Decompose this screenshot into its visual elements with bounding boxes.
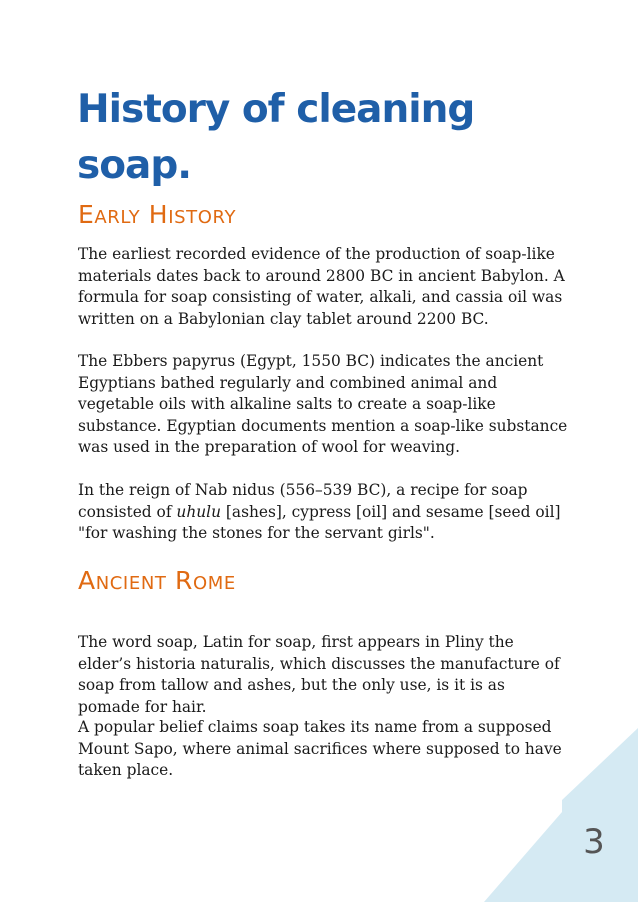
paragraph-mount-sapo: A popular belief claims soap takes its name from a supposed Mount Sapo, where animal sacrifices where supposed to have taken place. — [78, 718, 562, 779]
section-heading-early-history: Early History — [78, 200, 237, 229]
paragraph-text: [ashes], cypress [oil] and sesame [seed oil] "for washing the stones for the servant girls". — [78, 502, 561, 542]
paragraph-babylon: The earliest recorded evidence of the production of soap-like materials dates back to around 2800 BC in ancient Babylon. A formula for soap consisting of water, alkali, and cassia oil was written on a Babylonian clay tablet around 2200 BC. — [78, 245, 565, 328]
italic-term-uhulu: uhulu — [176, 502, 221, 521]
page-number: 3 — [583, 822, 605, 862]
paragraph-nabonidus — [78, 480, 568, 545]
paragraph-ebbers-papyrus: The Ebbers papyrus (Egypt, 1550 BC) indicates the ancient Egyptians bathed regularly and combined animal and vegetable oils with alkaline salts to create a soap-like substance. Egyptian documents mention a soap-like substance was used in the preparation of wool for weaving. — [78, 352, 568, 456]
paragraph-pliny: The word soap, Latin for soap, first appears in Pliny the elder’s historia naturalis, which discusses the manufacture of soap from tallow and ashes, but the only use, is it is as pomade for hair. — [78, 633, 560, 716]
section-heading-ancient-rome: Ancient Rome — [78, 566, 236, 595]
paragraph-text: In the reign of Nab nidus (556–539 BC), a recipe for soap consisted of — [78, 481, 528, 521]
page-title: History of cleaning soap. — [77, 87, 475, 188]
